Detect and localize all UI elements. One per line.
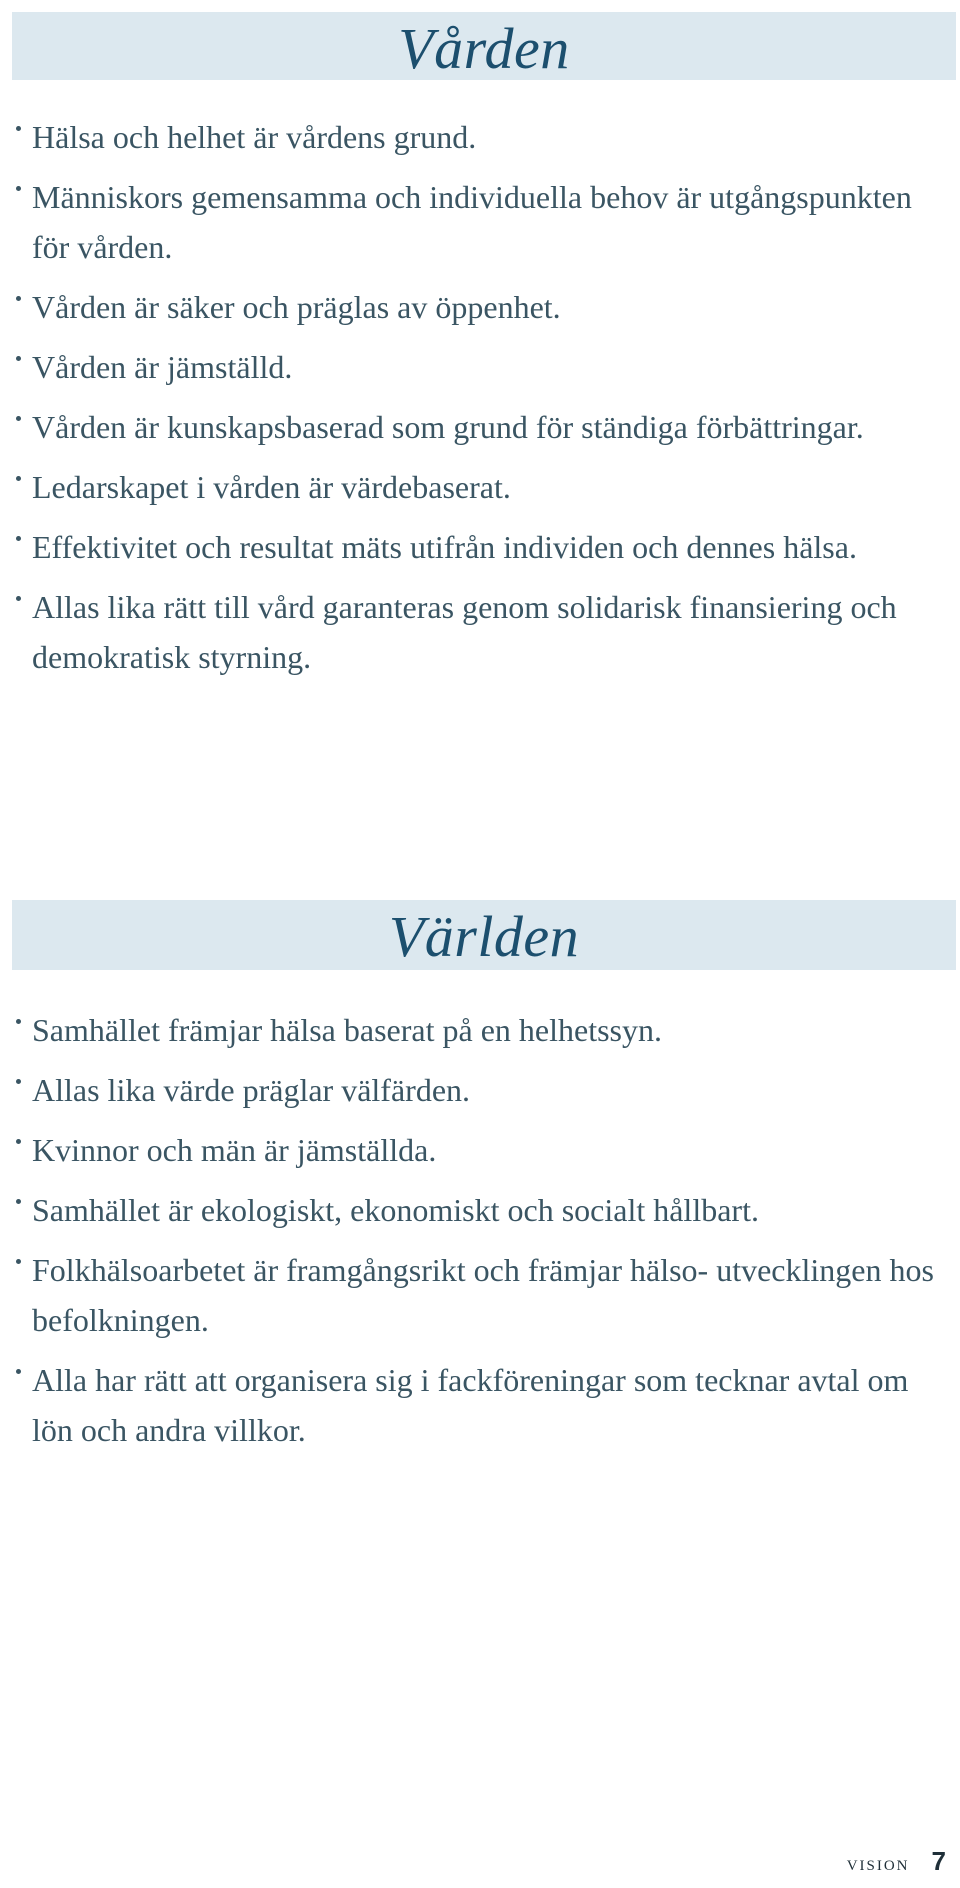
- bullet-dot-icon: [16, 126, 21, 131]
- list-item-text: Effektivitet och resultat mäts utifrån individen och dennes hälsa.: [32, 529, 857, 565]
- list-item-text: Kvinnor och män är jämställda.: [32, 1132, 437, 1168]
- list-item-text: Ledarskapet i vården är värdebaserat.: [32, 469, 511, 505]
- bullet-dot-icon: [16, 1259, 21, 1264]
- list-item-text: Vården är jämställd.: [32, 349, 293, 385]
- list-item-text: Allas lika värde präglar välfärden.: [32, 1072, 471, 1108]
- list-item-text: Vården är säker och präglas av öppenhet.: [32, 289, 561, 325]
- list-item: [16, 1065, 956, 1115]
- list-item-text: Folkhälsoarbetet är framgångsrikt och främjar hälso- utvecklingen hos befolkningen.: [32, 1252, 934, 1338]
- list-item: [16, 522, 956, 572]
- list-item: [16, 582, 956, 682]
- bullet-dot-icon: [16, 1139, 21, 1144]
- bullet-dot-icon: [16, 296, 21, 301]
- bullet-dot-icon: [16, 1199, 21, 1204]
- bullet-dot-icon: [16, 1369, 21, 1374]
- list-item: [16, 1355, 956, 1455]
- page-number: 7: [931, 1846, 946, 1876]
- bullet-dot-icon: [16, 536, 21, 541]
- bullet-dot-icon: [16, 356, 21, 361]
- list-item: [16, 1245, 956, 1345]
- list-item: [16, 112, 956, 162]
- list-item: [16, 1005, 956, 1055]
- section-header-varlden: [12, 900, 956, 970]
- list-item: [16, 1125, 956, 1175]
- section-title-varlden: Världen: [388, 904, 580, 969]
- bullet-list-varlden: [16, 1005, 956, 1455]
- page-footer: [847, 1846, 946, 1877]
- list-item-text: Allas lika rätt till vård garanteras genom solidarisk finansiering och demokratisk styrning.: [32, 589, 897, 675]
- list-item-text: Samhället är ekologiskt, ekonomiskt och socialt hållbart.: [32, 1192, 759, 1228]
- list-item-text: Hälsa och helhet är vårdens grund.: [32, 119, 477, 155]
- list-item-text: Människors gemensamma och individuella behov är utgångspunkten för vården.: [32, 179, 912, 265]
- bullet-dot-icon: [16, 186, 21, 191]
- footer-brand: vision: [846, 1850, 910, 1875]
- section-header-varden: [12, 12, 956, 80]
- list-item-text: Alla har rätt att organisera sig i fackföreningar som tecknar avtal om lön och andra villkor.: [32, 1362, 909, 1448]
- bullet-dot-icon: [16, 596, 21, 601]
- list-item-text: Samhället främjar hälsa baserat på en helhetssyn.: [32, 1012, 662, 1048]
- list-item-text: Vården är kunskapsbaserad som grund för ständiga förbättringar.: [32, 409, 864, 445]
- list-item: [16, 342, 956, 392]
- list-item: [16, 172, 956, 272]
- bullet-dot-icon: [16, 1079, 21, 1084]
- bullet-dot-icon: [16, 476, 21, 481]
- list-item: [16, 1185, 956, 1235]
- list-item: [16, 462, 956, 512]
- list-item: [16, 402, 956, 452]
- list-item: [16, 282, 956, 332]
- bullet-dot-icon: [16, 1019, 21, 1024]
- bullet-list-varden: [16, 112, 956, 682]
- bullet-dot-icon: [16, 416, 21, 421]
- section-title-varden: Vården: [398, 16, 570, 81]
